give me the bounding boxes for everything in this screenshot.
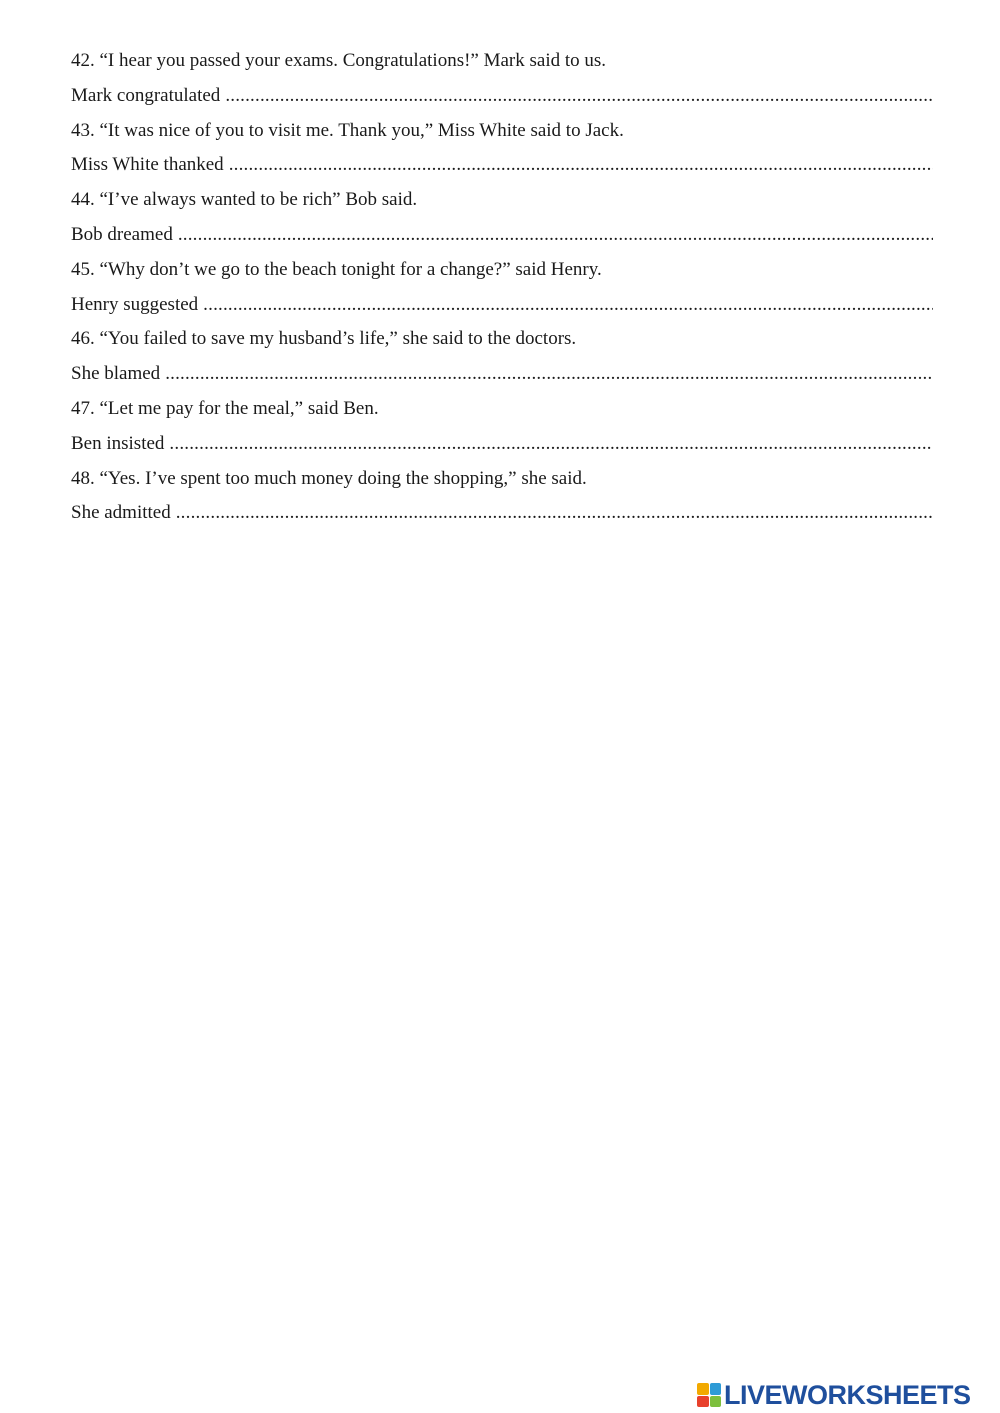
question-text: 48. “Yes. I’ve spent too much money doing the shopping,” she said. <box>71 467 587 489</box>
answer-prompt: She admitted <box>71 502 171 524</box>
worksheet <box>71 44 933 531</box>
answer-blank[interactable] <box>169 427 933 462</box>
answer-blank[interactable] <box>229 148 933 183</box>
question-text: 47. “Let me pay for the meal,” said Ben. <box>71 397 379 419</box>
answer-prompt: Mark congratulated <box>71 84 221 106</box>
question-text: 43. “It was nice of you to visit me. Thank you,” Miss White said to Jack. <box>71 119 624 141</box>
exercise-42 <box>71 44 933 114</box>
answer-line[interactable] <box>71 79 933 114</box>
answer-blank[interactable] <box>203 288 933 323</box>
answer-blank[interactable] <box>176 496 933 531</box>
answer-prompt: Bob dreamed <box>71 223 173 245</box>
exercise-46 <box>71 322 933 392</box>
liveworksheets-watermark <box>697 1378 971 1412</box>
answer-blank[interactable] <box>165 357 933 392</box>
question-text: 42. “I hear you passed your exams. Congratulations!” Mark said to us. <box>71 50 607 71</box>
answer-prompt: She blamed <box>71 363 161 385</box>
exercise-48 <box>71 462 933 532</box>
answer-line[interactable] <box>71 148 933 183</box>
answer-blank[interactable] <box>178 218 933 253</box>
exercise-43 <box>71 114 933 184</box>
question-text: 45. “Why don’t we go to the beach tonight for a change?” said Henry. <box>71 258 602 280</box>
answer-prompt: Miss White thanked <box>71 154 224 176</box>
answer-line[interactable] <box>71 427 933 462</box>
exercise-44 <box>71 183 933 253</box>
exercise-45 <box>71 253 933 323</box>
exercise-47 <box>71 392 933 462</box>
answer-line[interactable] <box>71 496 933 531</box>
answer-line[interactable] <box>71 288 933 323</box>
answer-line[interactable] <box>71 357 933 392</box>
watermark-text: LIVEWORKSHEETS <box>724 1379 971 1410</box>
answer-blank[interactable] <box>225 79 933 114</box>
answer-prompt: Henry suggested <box>71 293 199 315</box>
answer-prompt: Ben insisted <box>71 432 165 454</box>
question-text: 46. “You failed to save my husband’s life,” she said to the doctors. <box>71 328 577 350</box>
answer-line[interactable] <box>71 218 933 253</box>
question-text: 44. “I’ve always wanted to be rich” Bob said. <box>71 189 418 211</box>
liveworksheets-logo-icon <box>697 1383 721 1407</box>
